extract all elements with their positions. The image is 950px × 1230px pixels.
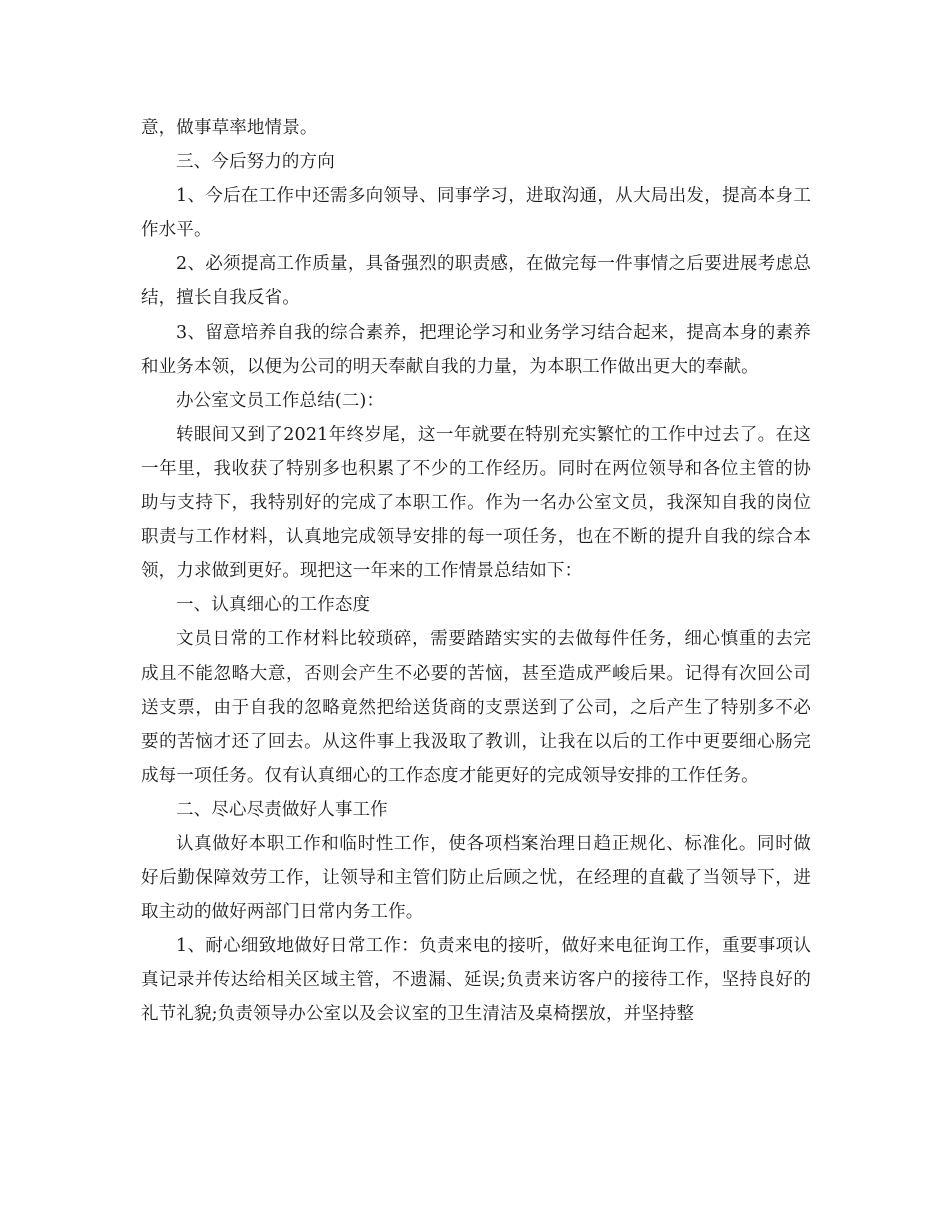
list-item-daily-work: 1、耐心细致地做好日常工作：负责来电的接听，做好来电征询工作，重要事项认真记录并传达给相关区域主管，不遗漏、延误;负责来访客户的接待工作，坚持良好的礼节礼貌;负责领导办公室以及会议室的卫生清洁及桌椅摆放，并坚持整 bbox=[141, 936, 811, 1025]
section-heading-attitude: 一、认真细心的工作态度 bbox=[176, 595, 371, 616]
list-item-1: 1、今后在工作中还需多向领导、同事学习，进取沟通，从大局出发，提高本身工作水平。 bbox=[141, 186, 811, 241]
paragraph-attitude: 文员日常的工作材料比较琐碎，需要踏踏实实的去做每件任务，细心慎重的去完成且不能忽略大意，否则会产生不必要的苦恼，甚至造成严峻后果。记得有次回公司送支票，由于自我的忽略竟然把给送货商的支票送到了公司，之后产生了特别多不必要的苦恼才还了回去。从这件事上我汲取了教训，让我在以后的工作中更要细心肠完成每一项任务。仅有认真细心的工作态度才能更好的完成领导安排的工作任务。 bbox=[141, 629, 811, 786]
list-item-3: 3、留意培养自我的综合素养，把理论学习和业务学习结合起来，提高本身的素养和业务本领，以便为公司的明天奉献自我的力量，为本职工作做出更大的奉献。 bbox=[141, 322, 811, 377]
section-heading-personnel: 二、尽心尽责做好人事工作 bbox=[176, 799, 388, 820]
paragraph-personnel: 认真做好本职工作和临时性工作，使各项档案治理日趋正规化、标准化。同时做好后勤保障效劳工作，让领导和主管们防止后顾之忧，在经理的直截了当领导下，进取主动的做好两部门日常内务工作。 bbox=[141, 833, 811, 923]
paragraph-intro: 转眼间又到了2021年终岁尾，这一年就要在特别充实繁忙的工作中过去了。在这一年里，我收获了特别多也积累了不少的工作经历。同时在两位领导和各位主管的协助与支持下，我特别好的完成了本职工作。作为一名办公室文员，我深知自我的岗位职责与工作材料，认真地完成领导安排的每一项任务，也在不断的提升自我的综合本领，力求做到更好。现把这一年来的工作情景总结如下： bbox=[141, 424, 811, 582]
list-item-2: 2、必须提高工作质量，具备强烈的职责感，在做完每一件事情之后要进展考虑总结，擅长自我反省。 bbox=[141, 254, 811, 309]
section-title-summary-two: 办公室文员工作总结(二)： bbox=[176, 390, 385, 411]
section-heading-future-direction: 三、今后努力的方向 bbox=[176, 152, 335, 173]
document-body bbox=[141, 111, 811, 1032]
paragraph-continuation: 意，做事草率地情景。 bbox=[141, 118, 318, 138]
